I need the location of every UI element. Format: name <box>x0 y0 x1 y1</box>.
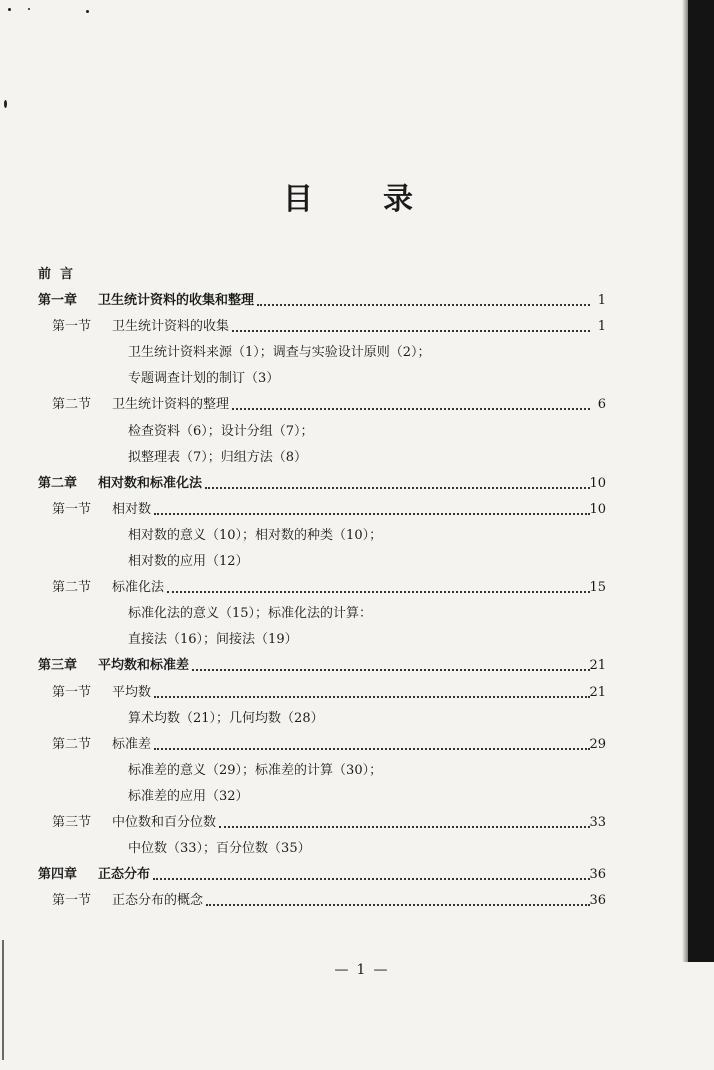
toc-subtopic: 中位数（33）；百分位数（35） <box>128 841 311 856</box>
chapter-label: 第二章 <box>38 476 78 491</box>
leader-dots <box>167 591 590 593</box>
scan-speck <box>86 10 89 13</box>
chapter-title: 相对数和标准化法 <box>98 476 203 491</box>
toc-subtopic: 算术均数（21）；几何均数（28） <box>128 711 324 726</box>
section-label: 第一节 <box>52 502 92 517</box>
leader-dots <box>232 330 590 332</box>
page-number: 21 <box>589 685 606 700</box>
chapter-label: 第三章 <box>38 658 78 673</box>
leader-dots <box>154 748 590 750</box>
section-title: 中位数和百分位数 <box>112 815 217 830</box>
page-footer <box>0 962 714 978</box>
toc-subtopic: 直接法（16）；间接法（19） <box>128 632 298 647</box>
page-number: 21 <box>589 658 606 673</box>
toc-section-entry[interactable] <box>0 579 714 597</box>
page-number: 1 <box>597 319 606 334</box>
toc-section-entry[interactable] <box>0 318 714 336</box>
toc-section-entry[interactable] <box>0 892 714 910</box>
section-label: 第一节 <box>52 685 92 700</box>
leader-dots <box>205 487 590 489</box>
toc-subtopic: 标准化法的意义（15）；标准化法的计算： <box>128 606 373 621</box>
section-title: 标准化法 <box>112 580 165 595</box>
page-number: 10 <box>589 476 606 491</box>
section-title: 卫生统计资料的收集 <box>112 319 230 334</box>
toc-heading-char-2: 录 <box>383 182 413 217</box>
toc-subtopic: 专题调查计划的制订（3） <box>128 371 280 386</box>
scan-speck <box>28 8 30 10</box>
section-title: 标准差 <box>112 737 152 752</box>
toc-subtopic: 标准差的意义（29）；标准差的计算（30）； <box>128 763 383 778</box>
leader-dots <box>154 513 590 515</box>
chapter-title: 平均数和标准差 <box>98 658 190 673</box>
page-number: 10 <box>589 502 606 517</box>
leader-dots <box>232 408 590 410</box>
page-number: 36 <box>589 867 606 882</box>
page-number: 15 <box>589 580 606 595</box>
toc-section-entry[interactable] <box>0 684 714 702</box>
chapter-label: 第四章 <box>38 867 78 882</box>
toc-subtopic: 检查资料（6）；设计分组（7）； <box>128 424 314 439</box>
section-label: 第三节 <box>52 815 92 830</box>
toc-subtopic: 相对数的应用（12） <box>128 554 249 569</box>
scan-speck <box>4 100 7 108</box>
page-number: 36 <box>589 893 606 908</box>
toc-chapter-entry[interactable] <box>0 866 714 884</box>
toc-section-entry[interactable] <box>0 396 714 414</box>
toc-heading <box>0 180 714 230</box>
section-title: 平均数 <box>112 685 152 700</box>
toc-subtopic: 标准差的应用（32） <box>128 789 249 804</box>
section-title: 正态分布的概念 <box>112 893 204 908</box>
preface-entry[interactable]: 前言 <box>38 267 83 282</box>
scan-left-line <box>2 940 4 1060</box>
leader-dots <box>192 669 590 671</box>
chapter-title: 卫生统计资料的收集和整理 <box>98 293 255 308</box>
section-label: 第一节 <box>52 893 92 908</box>
toc-subtopic: 拟整理表（7）；归组方法（8） <box>128 450 308 465</box>
toc-subtopic: 相对数的意义（10）；相对数的种类（10）； <box>128 528 383 543</box>
footer-dash-left: — <box>334 962 349 978</box>
toc-chapter-entry[interactable] <box>0 475 714 493</box>
chapter-label: 第一章 <box>38 293 78 308</box>
toc-section-entry[interactable] <box>0 501 714 519</box>
toc-section-entry[interactable] <box>0 814 714 832</box>
footer-page-number: 1 <box>356 962 366 978</box>
section-title: 相对数 <box>112 502 152 517</box>
section-label: 第二节 <box>52 580 92 595</box>
scan-speck <box>8 8 11 11</box>
page-number: 33 <box>589 815 606 830</box>
toc-heading-char-1: 目 <box>283 182 313 217</box>
leader-dots <box>206 904 590 906</box>
section-label: 第二节 <box>52 397 92 412</box>
section-title: 卫生统计资料的整理 <box>112 397 230 412</box>
toc-subtopic: 卫生统计资料来源（1）；调查与实验设计原则（2）； <box>128 345 431 360</box>
section-label: 第二节 <box>52 737 92 752</box>
toc-section-entry[interactable] <box>0 736 714 754</box>
leader-dots <box>153 878 590 880</box>
chapter-title: 正态分布 <box>98 867 151 882</box>
toc-chapter-entry[interactable] <box>0 657 714 675</box>
leader-dots <box>257 304 590 306</box>
leader-dots <box>154 696 590 698</box>
leader-dots <box>219 826 590 828</box>
page-number: 6 <box>597 397 606 412</box>
toc-chapter-entry[interactable] <box>0 292 714 310</box>
page-number: 1 <box>597 293 606 308</box>
footer-dash-right: — <box>373 962 388 978</box>
section-label: 第一节 <box>52 319 92 334</box>
page-number: 29 <box>589 737 606 752</box>
